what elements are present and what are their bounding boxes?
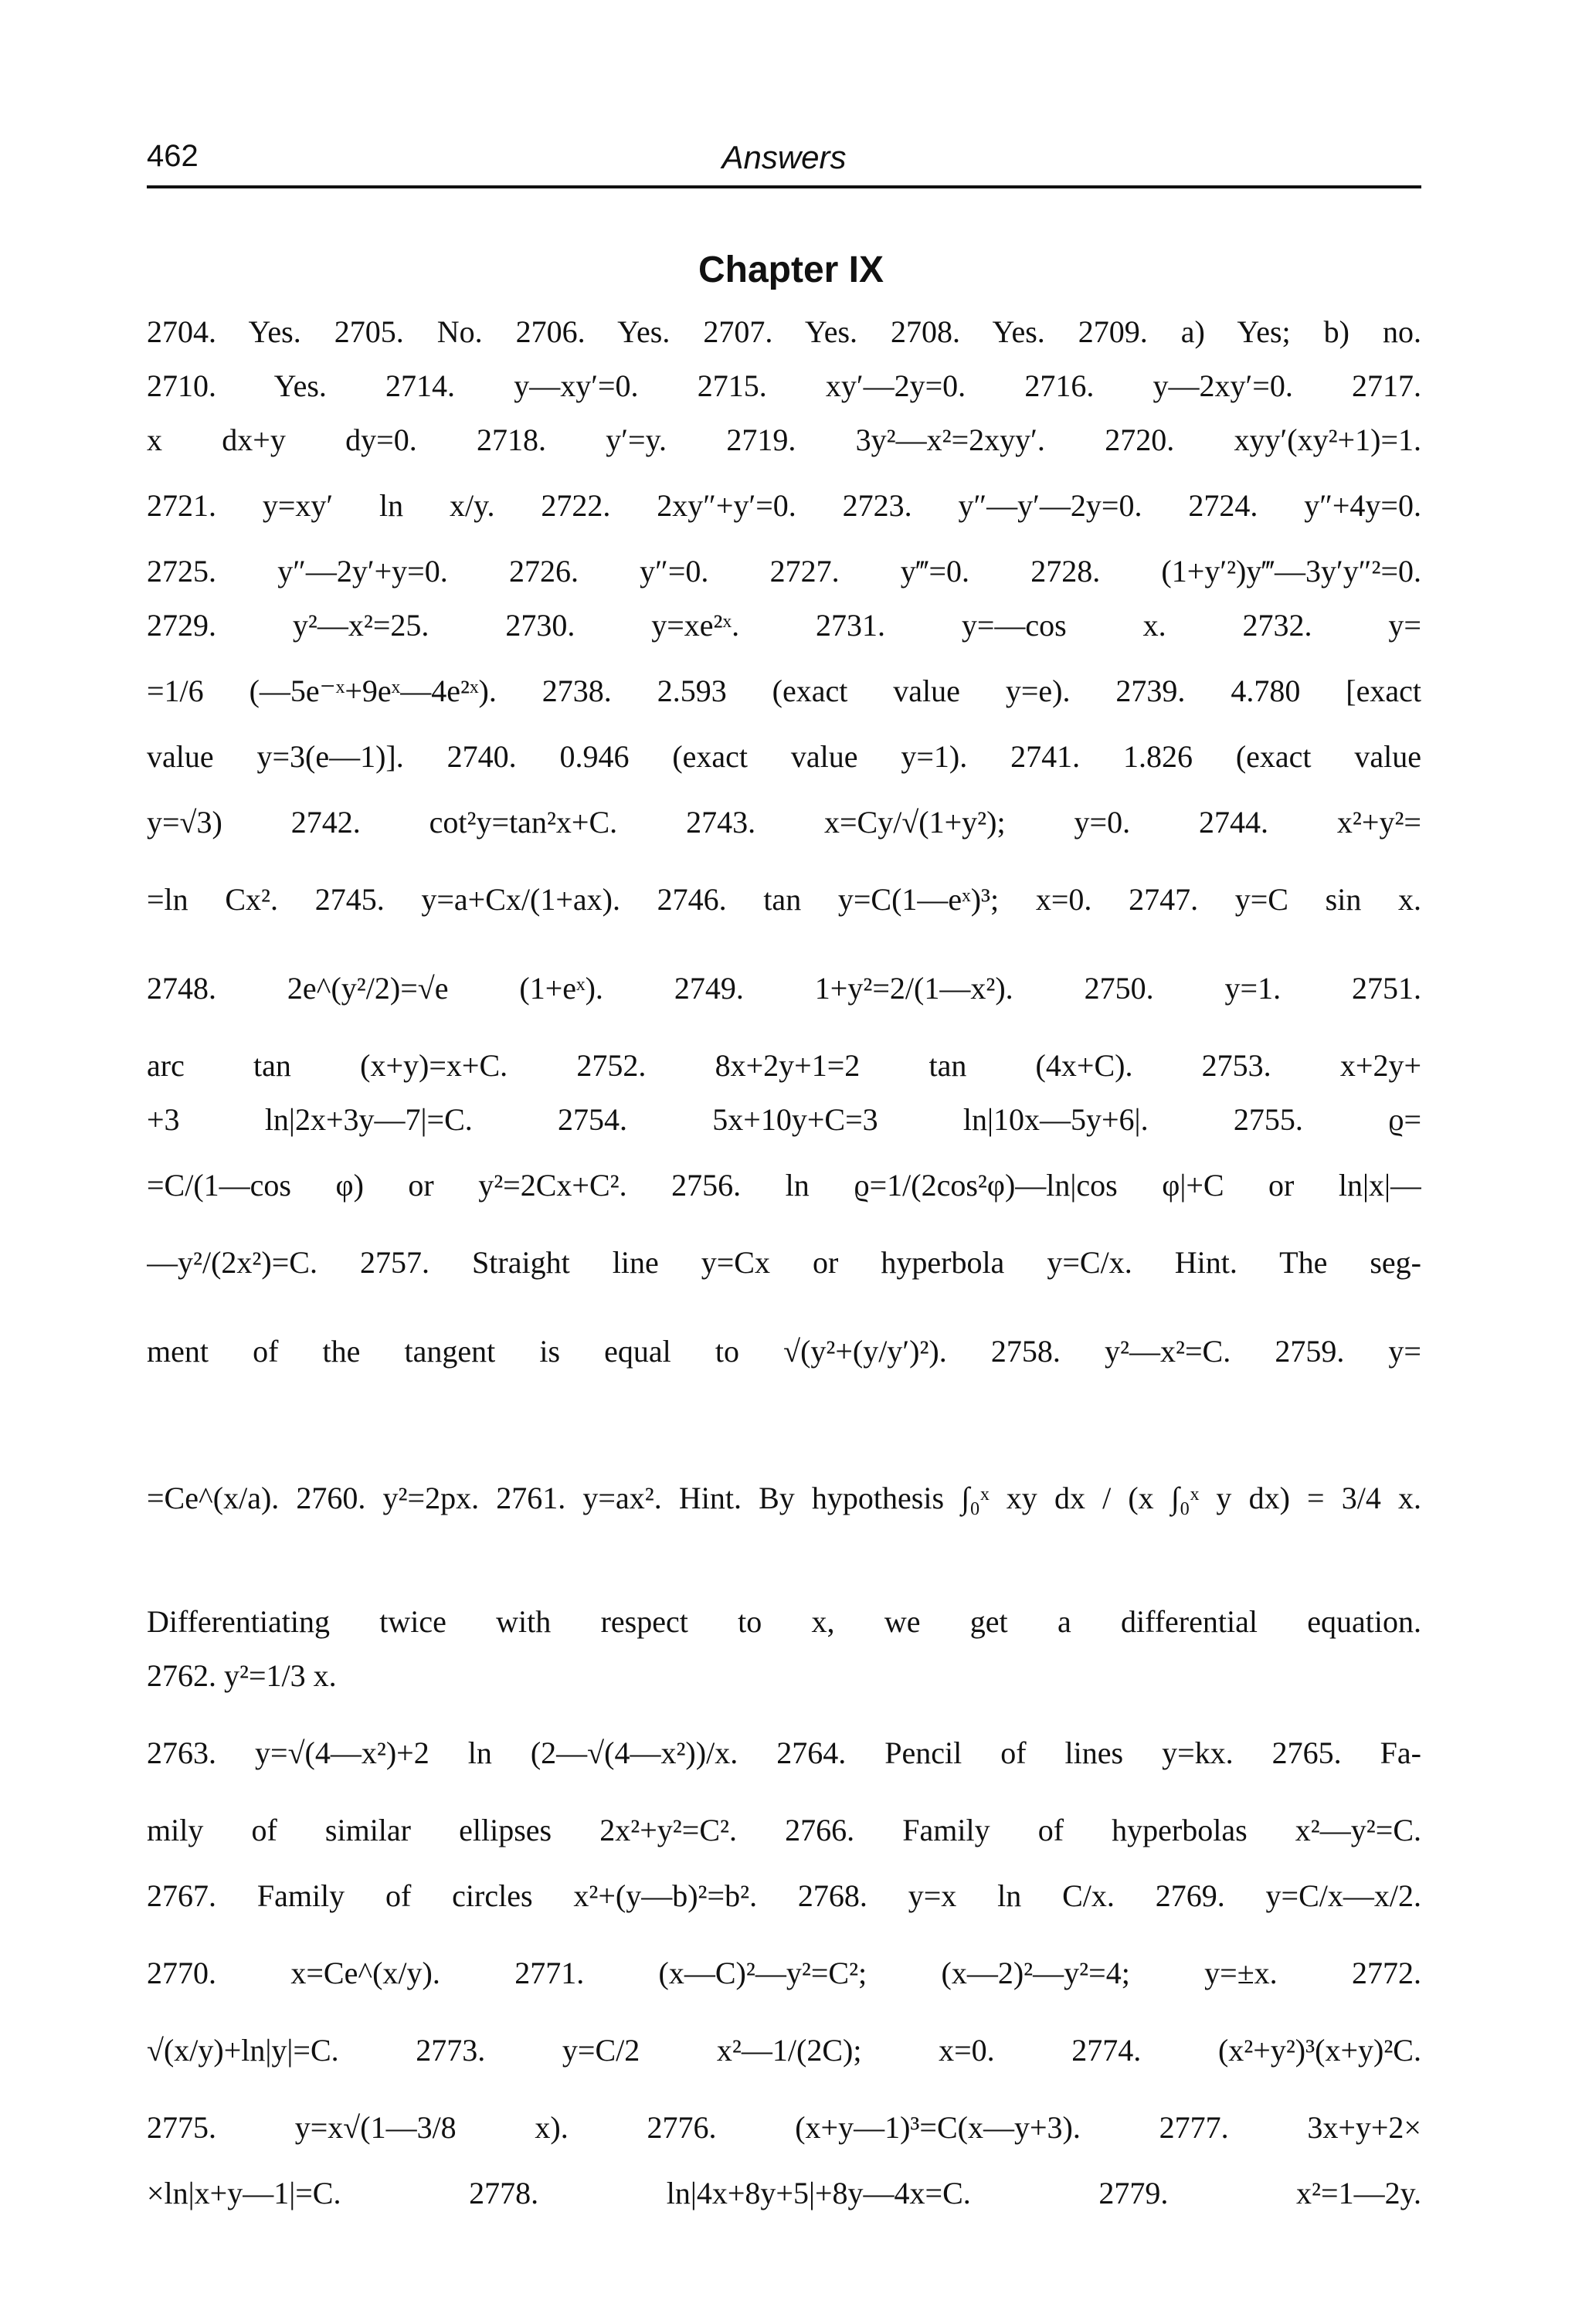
answer-line: +3 ln|2x+3y—7|=C. 2754. 5x+10y+C=3 ln|10x—5y+6|. 2755. ϱ= [147, 1102, 1421, 1137]
answer-line: =ln Cx². 2745. y=a+Cx/(1+ax). 2746. tan y=C(1—eˣ)³; x=0. 2747. y=C sin x. [147, 882, 1421, 917]
answer-line: 2725. y″—2y′+y=0. 2726. y″=0. 2727. y‴=0. 2728. (1+y′²)y‴—3y′y″²=0. [147, 554, 1421, 589]
answer-line: arc tan (x+y)=x+C. 2752. 8x+2y+1=2 tan (4x+C). 2753. x+2y+ [147, 1048, 1421, 1083]
running-title: Answers [721, 139, 847, 175]
answer-line: —y²/(2x²)=C. 2757. Straight line y=Cx or hyperbola y=C/x. Hint. The seg- [147, 1245, 1421, 1280]
answer-line: 2748. 2e^(y²/2)=√e (1+eˣ). 2749. 1+y²=2/(1—x²). 2750. y=1. 2751. [147, 971, 1421, 1006]
answer-line: 2775. y=x√(1—3/8 x). 2776. (x+y—1)³=C(x—y+3). 2777. 3x+y+2× [147, 2110, 1421, 2145]
page-number: 462 [147, 139, 199, 173]
answer-line: 2721. y=xy′ ln x/y. 2722. 2xy″+y′=0. 2723. y″—y′—2y=0. 2724. y″+4y=0. [147, 488, 1421, 523]
chapter-title: Chapter IX [698, 249, 884, 290]
answer-line: =C/(1—cos φ) or y²=2Cx+C². 2756. ln ϱ=1/(2cos²φ)—ln|cos φ|+C or ln|x|— [147, 1168, 1421, 1203]
answer-line: 2770. x=Ce^(x/y). 2771. (x—C)²—y²=C²; (x—2)²—y²=4; y=±x. 2772. [147, 1956, 1421, 1990]
answer-line: mily of similar ellipses 2x²+y²=C². 2766. Family of hyperbolas x²—y²=C. [147, 1813, 1421, 1847]
page-header [147, 137, 1421, 188]
answers-block [147, 305, 1421, 2221]
answer-line: 2729. y²—x²=25. 2730. y=xe²ˣ. 2731. y=—cos x. 2732. y= [147, 608, 1421, 643]
answer-line: 2762. y²=1/3 x. [147, 1658, 337, 1693]
answer-line: x dx+y dy=0. 2718. y′=y. 2719. 3y²—x²=2xyy′. 2720. xyy′(xy²+1)=1. [147, 422, 1421, 457]
answer-line: y=√3) 2742. cot²y=tan²x+C. 2743. x=Cy/√(1+y²); y=0. 2744. x²+y²= [147, 805, 1421, 840]
answer-line: =1/6 (—5e⁻ˣ+9eˣ—4e²ˣ). 2738. 2.593 (exact value y=e). 2739. 4.780 [exact [147, 673, 1421, 708]
answer-line: ×ln|x+y—1|=C. 2778. ln|4x+8y+5|+8y—4x=C. 2779. x²=1—2y. [147, 2176, 1421, 2210]
answer-line: 2763. y=√(4—x²)+2 ln (2—√(4—x²))/x. 2764. Pencil of lines y=kx. 2765. Fa- [147, 1735, 1421, 1770]
answer-line: √(x/y)+ln|y|=C. 2773. y=C/2 x²—1/(2C); x=0. 2774. (x²+y²)³(x+y)²C. [147, 2033, 1421, 2068]
answer-line: value y=3(e—1)]. 2740. 0.946 (exact value y=1). 2741. 1.826 (exact value [147, 739, 1421, 774]
answer-line: ment of the tangent is equal to √(y²+(y/y′)²). 2758. y²—x²=C. 2759. y= [147, 1334, 1421, 1369]
answer-line: Differentiating twice with respect to x, we get a differential equation. [147, 1604, 1421, 1639]
answer-line: =Ce^(x/a). 2760. y²=2px. 2761. y=ax². Hint. By hypothesis ∫₀ˣ xy dx / (x ∫₀ˣ y dx) = 3/4 x. [147, 1481, 1421, 1515]
answer-line: 2710. Yes. 2714. y—xy′=0. 2715. xy′—2y=0. 2716. y—2xy′=0. 2717. [147, 368, 1421, 403]
answer-line: 2767. Family of circles x²+(y—b)²=b². 2768. y=x ln C/x. 2769. y=C/x—x/2. [147, 1878, 1421, 1913]
answer-line: 2704. Yes. 2705. No. 2706. Yes. 2707. Yes. 2708. Yes. 2709. a) Yes; b) no. [147, 314, 1421, 349]
